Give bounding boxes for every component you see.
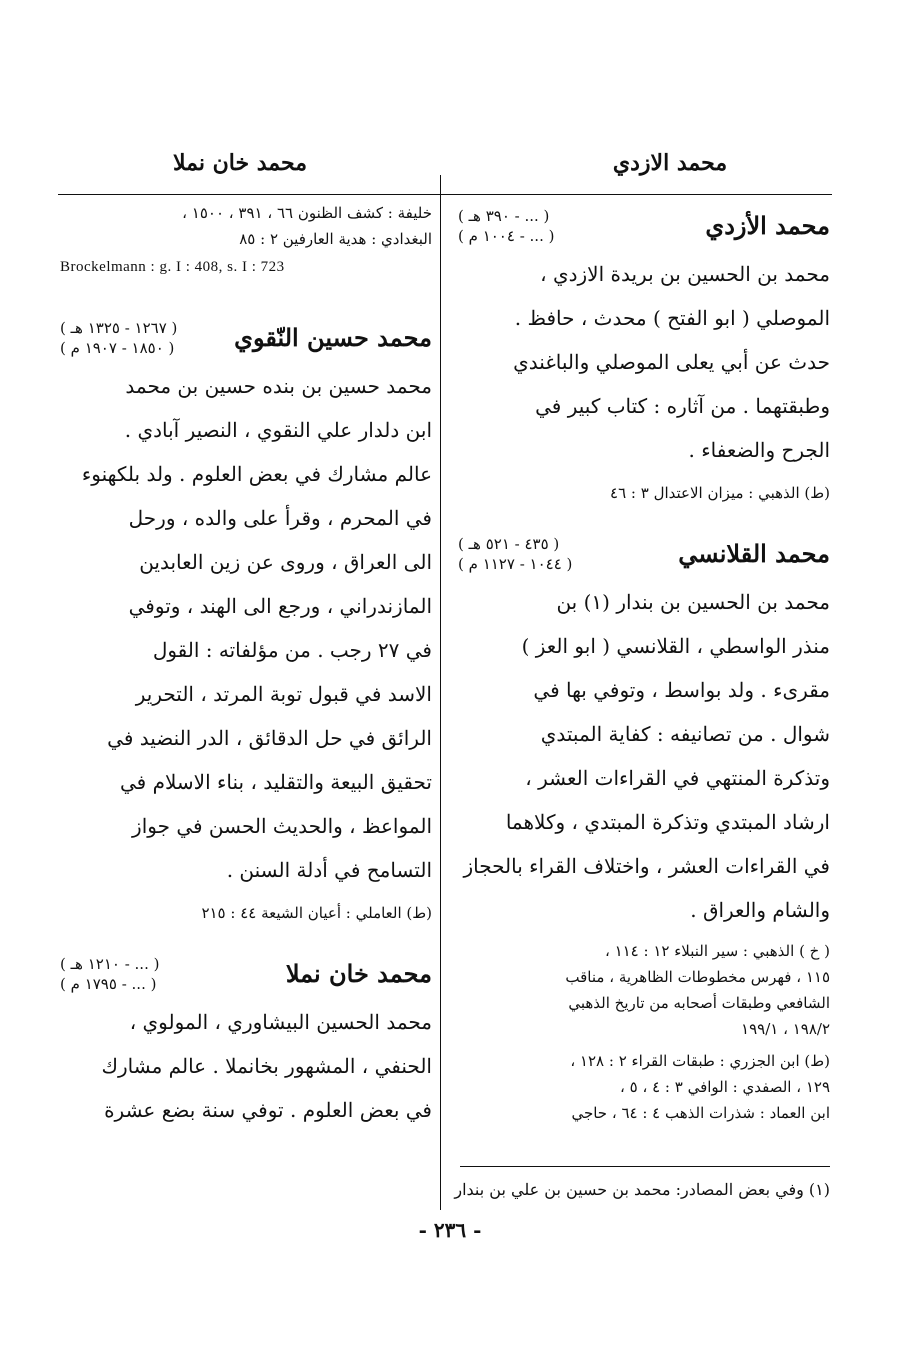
dates-hijri: ( ... - ٣٩٠ هـ ) [458,207,550,225]
body-line: في المحرم ، وقرأ على والده ، ورحل [128,506,432,530]
body-line: في ٢٧ رجب . من مؤلفاته : القول [152,638,432,662]
source-line: ابن العماد : شذرات الذهب ٤ : ٦٤ ، حاجي [571,1104,830,1122]
left-column [60,200,432,1132]
source-line: ١١٥ ، فهرس مخطوطات الظاهرية ، مناقب [565,968,830,986]
source-line: ( خ ) الذهبي : سير النبلاء ١٢ : ١١٤ ، [604,942,830,960]
dates-hijri: ( ٤٣٥ - ٥٢١ هـ ) [458,535,560,553]
dates-hijri: ( ... - ١٢١٠ هـ ) [60,955,160,973]
dates-hijri: ( ١٢٦٧ - ١٣٢٥ هـ ) [60,319,178,337]
body-line: محمد حسين بن بنده حسين بن محمد [125,374,432,398]
entry-dates-naqawi [60,318,177,358]
body-line: الى العراق ، وروى عن زين العابدين [139,550,432,574]
entry-header-azdi [458,204,830,248]
latin-reference: Brockelmann : g. I : 408, s. I : 723 [60,259,285,275]
body-line: وتذكرة المنتهي في القراءات العشر ، [525,766,830,790]
sources-printed [458,1048,830,1126]
entry-dates-khan-mulla [60,954,159,994]
body-line: شوال . من تصانيفه : كفاية المبتدي [540,722,830,746]
body-line: تحقيق البيعة والتقليد ، بناء الاسلام في [120,770,432,794]
source-line: البغدادي : هدية العارفين ٢ : ٨٥ [239,230,432,248]
entry-header-qalanisi [458,532,830,576]
body-line: المازندراني ، ورجع الى الهند ، وتوفي [128,594,432,618]
body-line: الموصلي ( ابو الفتح ) محدث ، حافظ . [514,306,830,330]
body-line: الحنفي ، المشهور بخانملا . عالم مشارك [101,1054,432,1078]
body-line: في بعض العلوم . توفي سنة بضع عشرة [104,1098,432,1122]
entry-title-azdi: محمد الأزدي [705,211,830,240]
entry-dates-qalanisi [458,534,572,574]
source-line: (ط) الذهبي : ميزان الاعتدال ٣ : ٤٦ [610,484,830,502]
footnote: (١) وفي بعض المصادر: محمد بن حسين بن علي بن بندار [454,1180,830,1199]
sources-manuscripts [458,938,830,1042]
body-line: في القراءات العشر ، واختلاف القراء بالحجاز [463,854,830,878]
source-line: خليفة : كشف الظنون ٦٦ ، ٣٩١ ، ١٥٠٠ ، [182,204,432,222]
body-line: الرائق في حل الدقائق ، الدر النضيد في [107,726,432,750]
continued-sources [60,200,432,252]
dates-gregorian: ( ... - ١٠٠٤ م ) [458,227,555,245]
column-divider [440,175,441,1210]
header-rule [58,194,832,195]
body-line: محمد بن الحسين بن بندار (١) بن [556,590,830,614]
entry-title-khan-mulla: محمد خان نملا [285,959,432,988]
source-line: (ط) العاملي : أعيان الشيعة ٤٤ : ٢١٥ [201,904,432,922]
body-line: عالم مشارك في بعض العلوم . ولد بلكهنوء [81,462,432,486]
body-line: التسامح في أدلة السنن . [226,858,432,882]
running-header-right: محمد الازدي [612,150,728,176]
entry-header-naqawi [60,316,432,360]
body-line: ابن دلدار علي النقوي ، النصير آبادي . [124,418,432,442]
footnote-rule [460,1166,830,1167]
entry-header-khan-mulla [60,952,432,996]
page-number: - ٢٣٦ - [418,1218,482,1242]
body-line: الاسد في قبول توبة المرتد ، التحرير [135,682,432,706]
body-line: حدث عن أبي يعلى الموصلي والباغندي [513,350,830,374]
entry-title-naqawi: محمد حسين النّقوي [234,323,432,352]
body-line: المواعظ ، والحديث الحسن في جواز [132,814,432,838]
entry-title-qalanisi: محمد القلانسي [678,539,830,568]
source-line: ١٢٩ ، الصفدي : الوافي ٣ : ٤ ، ٥ ، [620,1078,830,1096]
entry-dates-azdi [458,206,554,246]
body-line: محمد بن الحسين بن بريدة الازدي ، [540,262,830,286]
dates-gregorian: ( ١٠٤٤ - ١١٢٧ م ) [458,555,573,573]
running-header-left: محمد خان نملا [173,150,307,176]
body-line: منذر الواسطي ، القلانسي ( ابو العز ) [521,634,830,658]
dates-gregorian: ( ... - ١٧٩٥ م ) [60,975,157,993]
dates-gregorian: ( ١٨٥٠ - ١٩٠٧ م ) [60,339,175,357]
source-line: (ط) ابن الجزري : طبقات القراء ٢ : ١٢٨ ، [570,1052,830,1070]
body-line: الجرح والضعفاء . [688,438,830,462]
body-line: والشام والعراق . [690,898,830,922]
body-line: مقرىء . ولد بواسط ، وتوفي بها في [533,678,830,702]
body-line: وطبقتهما . من آثاره : كتاب كبير في [535,394,830,418]
body-line: ارشاد المبتدي وتذكرة المبتدي ، وكلاهما [505,810,830,834]
source-line: الشافعي وطبقات أصحابه من تاريخ الذهبي [568,994,830,1012]
right-column [458,200,830,1126]
body-line: محمد الحسين البيشاوري ، المولوي ، [129,1010,432,1034]
source-line: ١٩٨/٢ ، ١٩٩/١ [741,1020,830,1038]
